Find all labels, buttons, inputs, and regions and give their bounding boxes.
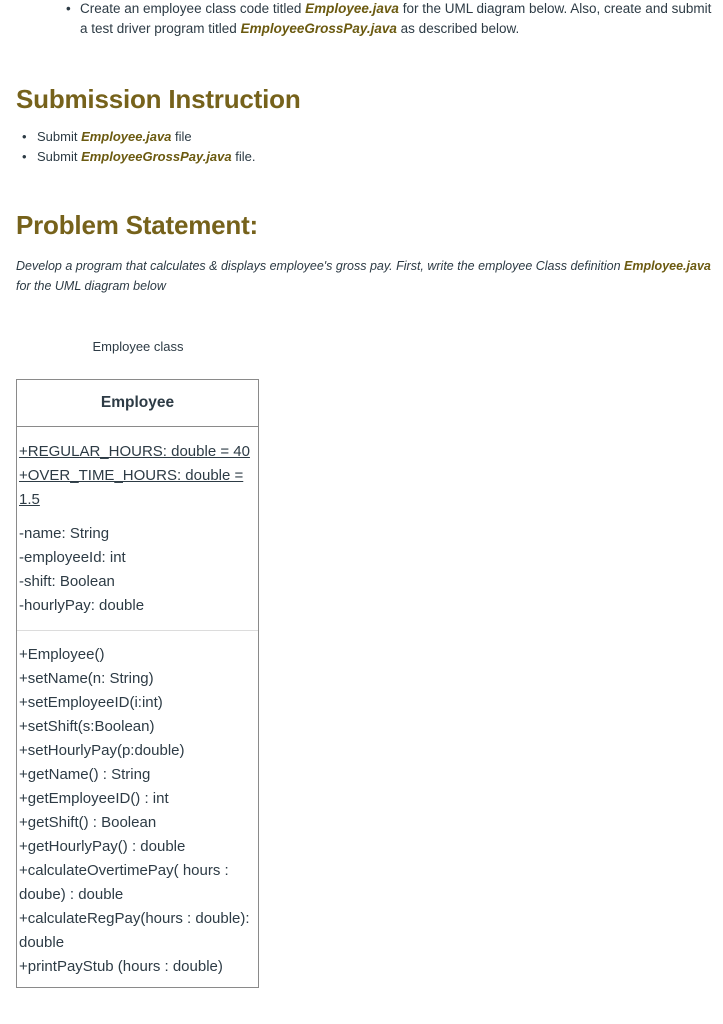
submission-list xyxy=(22,127,255,167)
submission-item xyxy=(22,147,255,167)
intro-bullet-item xyxy=(66,0,716,39)
uml-method: +printPayStub (hours : double) xyxy=(19,958,223,975)
submission-item-suffix: file. xyxy=(231,149,256,164)
uml-field: -name: String xyxy=(19,525,110,542)
submission-heading: Submission Instruction xyxy=(16,84,301,114)
filename-employee-gross-pay-java: EmployeeGrossPay.java xyxy=(240,21,397,36)
filename-employee-java: Employee.java xyxy=(305,1,399,16)
uml-method: +calculateOvertimePay( hours : xyxy=(19,862,229,879)
uml-method: +getHourlyPay() : double xyxy=(19,838,186,855)
uml-method: doube) : double xyxy=(19,886,124,903)
uml-class-name: Employee xyxy=(17,380,258,427)
problem-filename: Employee.java xyxy=(624,259,711,273)
uml-method: +setShift(s:Boolean) xyxy=(19,718,155,735)
problem-heading: Problem Statement: xyxy=(16,210,259,240)
uml-method: double xyxy=(19,934,65,951)
bullet-dot: • xyxy=(66,1,71,16)
uml-method: +setEmployeeID(i:int) xyxy=(19,694,163,711)
uml-field: -hourlyPay: double xyxy=(19,597,145,614)
submission-item-suffix: file xyxy=(171,129,192,144)
submission-item xyxy=(22,127,255,147)
intro-text-part3: as described below. xyxy=(396,21,520,36)
uml-static-field: +REGULAR_HOURS: double = 40 xyxy=(19,443,250,460)
problem-statement xyxy=(16,256,721,296)
uml-method: +getShift() : Boolean xyxy=(19,814,157,831)
uml-method: +getEmployeeID() : int xyxy=(19,790,169,807)
submission-item-file: Employee.java xyxy=(81,129,172,144)
uml-gap xyxy=(19,512,258,522)
intro-text-part2: for the UML diagram below. Also, create and submit a test driver program titled xyxy=(80,1,712,36)
uml-field: -employeeId: int xyxy=(19,549,126,566)
uml-methods xyxy=(17,631,258,979)
uml-method: +calculateRegPay(hours : double): xyxy=(19,910,250,927)
intro-text-part1: Create an employee class code titled xyxy=(80,1,306,16)
bullet-dot: • xyxy=(22,129,27,144)
submission-item-prefix: Submit xyxy=(37,149,82,164)
uml-method: +setHourlyPay(p:double) xyxy=(19,742,185,759)
submission-item-file: EmployeeGrossPay.java xyxy=(81,149,232,164)
uml-method: +Employee() xyxy=(19,646,105,663)
uml-field: -shift: Boolean xyxy=(19,573,115,590)
uml-method: +getName() : String xyxy=(19,766,151,783)
uml-static-field: +OVER_TIME_HOURS: double = xyxy=(19,467,244,484)
uml-class-diagram xyxy=(16,379,259,988)
intro-text xyxy=(80,0,716,39)
uml-static-field: 1.5 xyxy=(19,491,40,508)
uml-caption: Employee class xyxy=(92,339,184,354)
uml-attributes xyxy=(17,427,258,618)
problem-text-part2: for the UML diagram below xyxy=(16,279,166,293)
submission-item-prefix: Submit xyxy=(37,129,82,144)
uml-method: +setName(n: String) xyxy=(19,670,154,687)
problem-text-part1: Develop a program that calculates & displays employee's gross pay. First, write the employee Class definition xyxy=(16,259,624,273)
bullet-dot: • xyxy=(22,149,27,164)
